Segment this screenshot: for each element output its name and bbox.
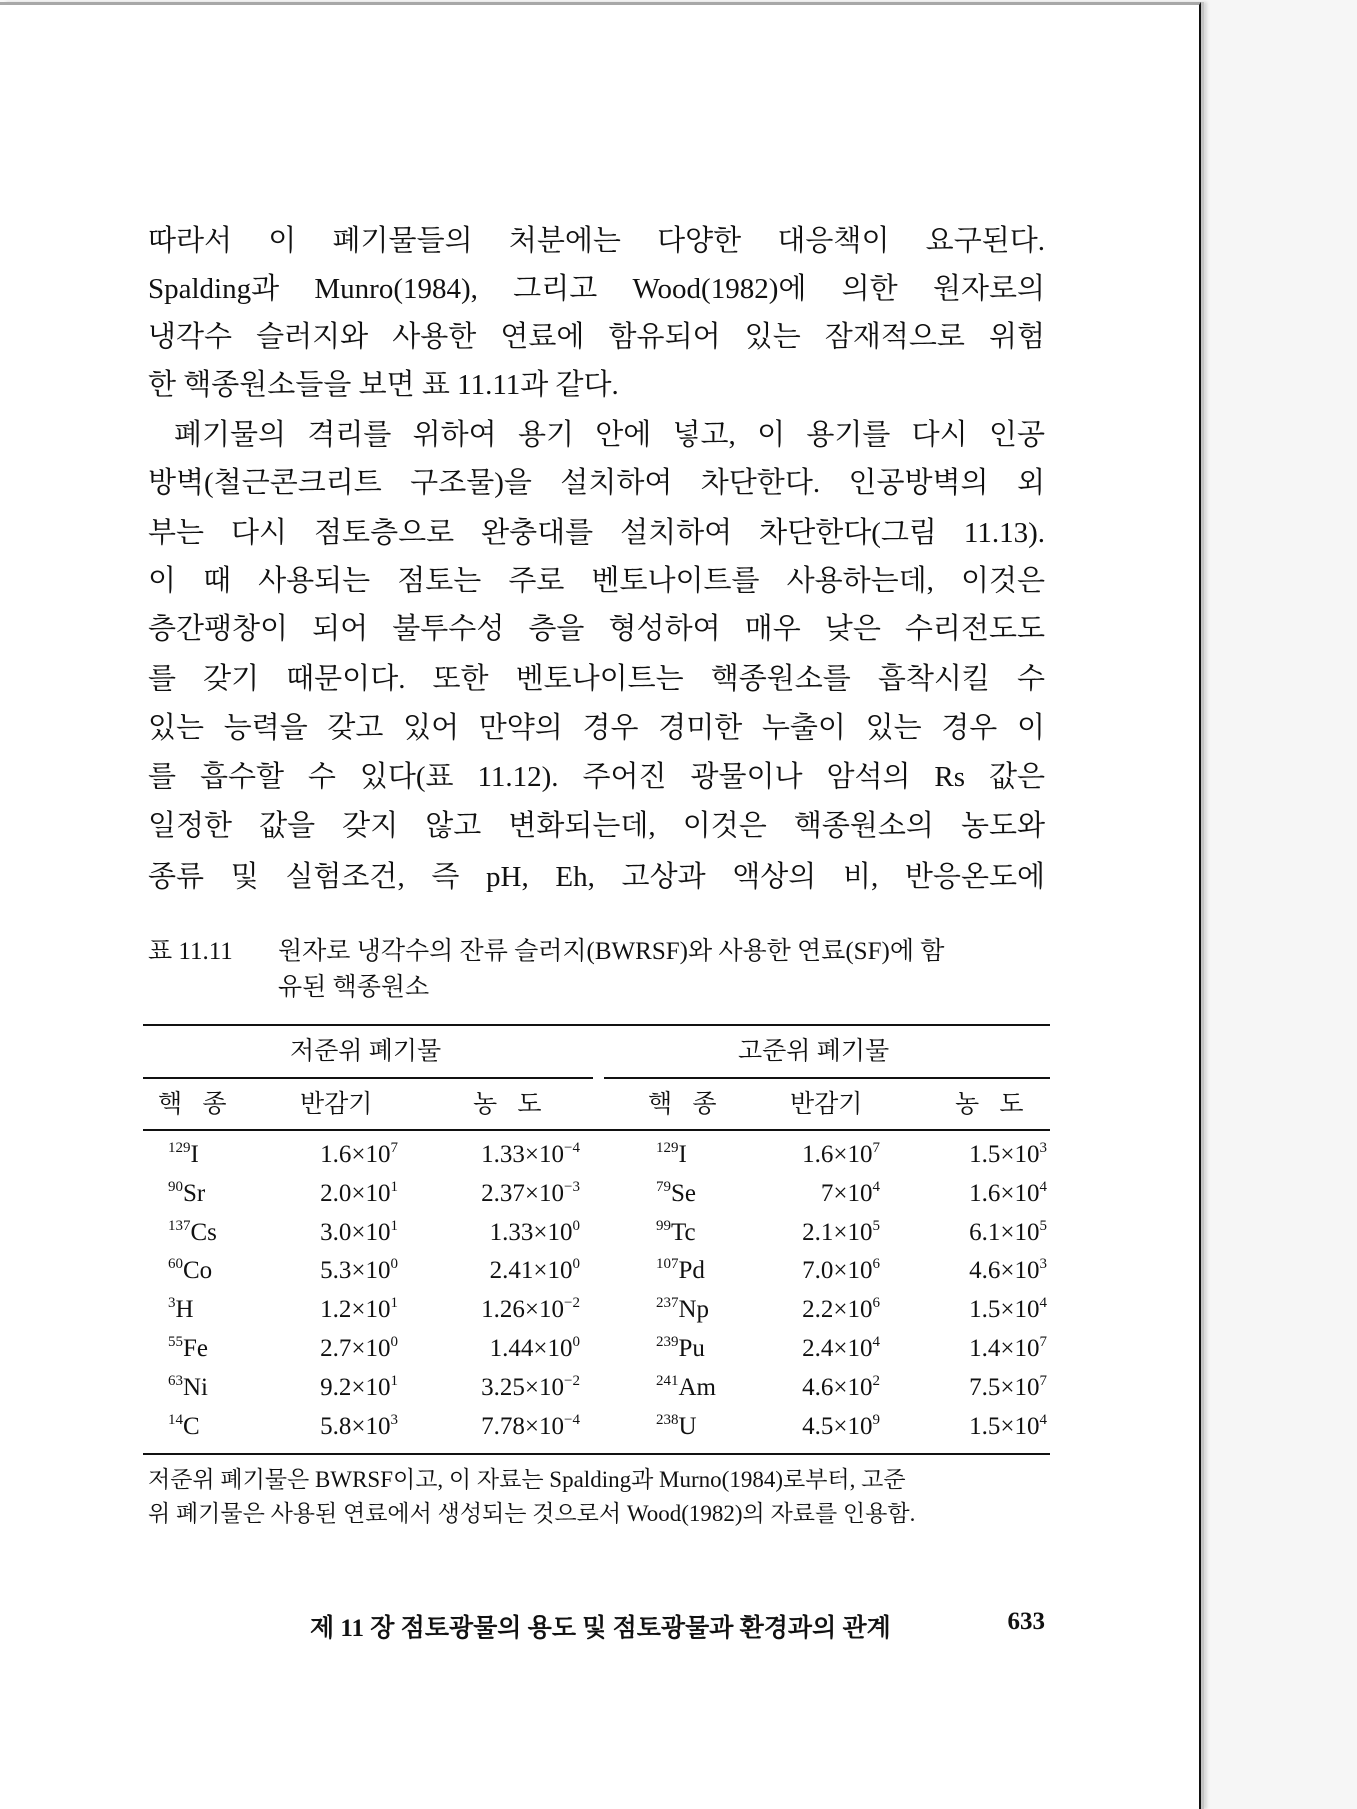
table-caption-line-2: 유된 핵종원소 — [278, 974, 430, 1001]
half-life-cell: $7.0\times 10^6$ — [802, 1256, 880, 1285]
half-life-cell: $1.6\times 10^7$ — [802, 1140, 880, 1168]
nuclide-cell: $^{99}$Tc — [656, 1217, 696, 1246]
concentration-cell: $4.6\times 10^3$ — [969, 1256, 1047, 1285]
nuclide-cell: $^{129}$I — [656, 1140, 687, 1168]
nuclide-cell: $^3$H — [168, 1295, 194, 1324]
nuclide-cell: $^{79}$Se — [656, 1178, 696, 1207]
nuclide-cell: $^{241}$Am — [656, 1372, 716, 1401]
nuclide-cell: $^{107}$Pd — [656, 1256, 705, 1285]
nuclide-cell: $^{60}$Co — [168, 1256, 213, 1285]
half-life-cell: $5.8\times 10^3$ — [320, 1411, 398, 1440]
concentration-cell: $6.1\times 10^5$ — [969, 1217, 1047, 1246]
half-life-cell: $1.2\times 10^1$ — [320, 1295, 398, 1324]
body-text-line: 를 갖기 때문이다. 또한 벤토나이트는 핵종원소를 흡착시킬 수 — [148, 663, 1045, 695]
half-life-cell: $5.3\times 10^0$ — [320, 1256, 398, 1285]
book-page — [0, 2, 1201, 1809]
body-text-line: 일정한 값을 갖지 않고 변화되는데, 이것은 핵종원소의 농도와 — [148, 810, 1045, 842]
half-life-cell: $4.6\times 10^2$ — [802, 1372, 880, 1401]
body-text-line: 이 때 사용되는 점토는 주로 벤토나이트를 사용하는데, 이것은 — [148, 565, 1045, 597]
table-bottom-rule — [143, 1453, 1050, 1455]
concentration-cell: $2.37\times 10^{-3}$ — [481, 1178, 580, 1207]
concentration-cell: $1.26\times 10^{-2}$ — [481, 1295, 580, 1324]
body-text-line: 종류 및 실험조건, 즉 pH, Eh, 고상과 액상의 비, 반응온도에 — [148, 861, 1045, 893]
concentration-cell: $1.44\times 10^0$ — [489, 1334, 580, 1362]
nuclide-cell: $^{237}$Np — [656, 1295, 710, 1324]
nuclide-cell: $^{90}$Sr — [168, 1178, 206, 1207]
table-footnote-line-1: 저준위 폐기물은 BWRSF이고, 이 자료는 Spalding과 Murno(1984)로부터, 고준 — [148, 1467, 906, 1492]
group-header-low: 저준위 폐기물 — [290, 1038, 442, 1065]
running-chapter-title: 제 11 장 점토광물의 용도 및 점토광물과 환경과의 관계 — [310, 1615, 891, 1642]
nuclide-cell: $^{55}$Fe — [168, 1334, 208, 1362]
half-life-cell: $2.7\times 10^0$ — [320, 1334, 398, 1362]
concentration-cell: $1.4\times 10^7$ — [969, 1334, 1047, 1362]
concentration-cell: $2.41\times 10^0$ — [489, 1256, 580, 1285]
nuclide-cell: $^{238}$U — [656, 1411, 697, 1440]
half-life-cell: $9.2\times 10^1$ — [320, 1372, 398, 1401]
col-header-conc-low: 농 도 — [473, 1091, 542, 1118]
half-life-cell: $1.6\times 10^7$ — [320, 1140, 398, 1168]
col-header-halflife-high: 반감기 — [790, 1091, 863, 1118]
half-life-cell: $2.0\times 10^1$ — [320, 1178, 398, 1207]
body-text-line: 있는 능력을 갖고 있어 만약의 경우 경미한 누출이 있는 경우 이 — [148, 712, 1045, 744]
concentration-cell: $7.5\times 10^7$ — [969, 1372, 1047, 1401]
body-text-line: 층간팽창이 되어 불투수성 층을 형성하여 매우 낮은 수리전도도 — [148, 613, 1045, 645]
group-rule-low — [143, 1077, 593, 1079]
group-rule-high — [604, 1077, 1050, 1079]
table-number: 표 11.11 — [148, 938, 233, 965]
concentration-cell: $7.78\times 10^{-4}$ — [481, 1411, 580, 1440]
body-text-line: 따라서 이 폐기물들의 처분에는 다양한 대응책이 요구된다. — [148, 225, 1045, 257]
half-life-cell: $3.0\times 10^1$ — [320, 1217, 398, 1246]
concentration-cell: $1.5\times 10^4$ — [969, 1295, 1047, 1324]
body-text-line: 폐기물의 격리를 위하여 용기 안에 넣고, 이 용기를 다시 인공 — [174, 419, 1045, 451]
half-life-cell: $4.5\times 10^9$ — [802, 1411, 880, 1440]
page-number: 633 — [1007, 1608, 1045, 1635]
body-text-line: 냉각수 슬러지와 사용한 연료에 함유되어 있는 잠재적으로 위험 — [148, 321, 1045, 353]
nuclide-cell: $^{129}$I — [168, 1140, 199, 1168]
half-life-cell: $2.2\times 10^6$ — [802, 1295, 880, 1324]
body-text-line: 를 흡수할 수 있다(표 11.12). 주어진 광물이나 암석의 Rs 값은 — [148, 761, 1045, 793]
col-header-halflife-low: 반감기 — [300, 1091, 373, 1118]
concentration-cell: $1.33\times 10^0$ — [489, 1217, 580, 1246]
half-life-cell: $2.4\times 10^4$ — [802, 1334, 880, 1362]
nuclide-cell: $^{14}$C — [168, 1411, 200, 1440]
header-bottom-rule — [143, 1129, 1050, 1131]
body-text-line: 한 핵종원소들을 보면 표 11.11과 같다. — [148, 369, 619, 401]
body-text-line: 부는 다시 점토층으로 완충대를 설치하여 차단한다(그림 11.13). — [148, 517, 1045, 549]
body-text-line: 방벽(철근콘크리트 구조물)을 설치하여 차단한다. 인공방벽의 외 — [148, 467, 1045, 499]
table-footnote-line-2: 위 폐기물은 사용된 연료에서 생성되는 것으로서 Wood(1982)의 자료를 인용함. — [148, 1501, 916, 1526]
group-header-high: 고준위 폐기물 — [738, 1038, 890, 1065]
nuclide-cell: $^{137}$Cs — [168, 1217, 217, 1246]
concentration-cell: $3.25\times 10^{-2}$ — [481, 1372, 580, 1401]
page-footer — [310, 1608, 1045, 1644]
half-life-cell: $2.1\times 10^5$ — [802, 1217, 880, 1246]
nuclide-cell: $^{63}$Ni — [168, 1372, 208, 1401]
table-caption-line-1: 원자로 냉각수의 잔류 슬러지(BWRSF)와 사용한 연료(SF)에 함 — [278, 938, 945, 965]
concentration-cell: $1.5\times 10^3$ — [969, 1140, 1047, 1168]
col-header-nuclide-low: 핵 종 — [158, 1091, 227, 1118]
col-header-nuclide-high: 핵 종 — [648, 1091, 717, 1118]
col-header-conc-high: 농 도 — [955, 1091, 1024, 1118]
concentration-cell: $1.6\times 10^4$ — [969, 1178, 1047, 1207]
concentration-cell: $1.5\times 10^4$ — [969, 1411, 1047, 1440]
table-top-rule — [143, 1024, 1050, 1026]
half-life-cell: $7\times 10^4$ — [820, 1178, 880, 1207]
concentration-cell: $1.33\times 10^{-4}$ — [481, 1140, 580, 1168]
body-text-line: Spalding과 Munro(1984), 그리고 Wood(1982)에 의한 원자로의 — [148, 273, 1045, 305]
nuclide-cell: $^{239}$Pu — [656, 1334, 705, 1362]
